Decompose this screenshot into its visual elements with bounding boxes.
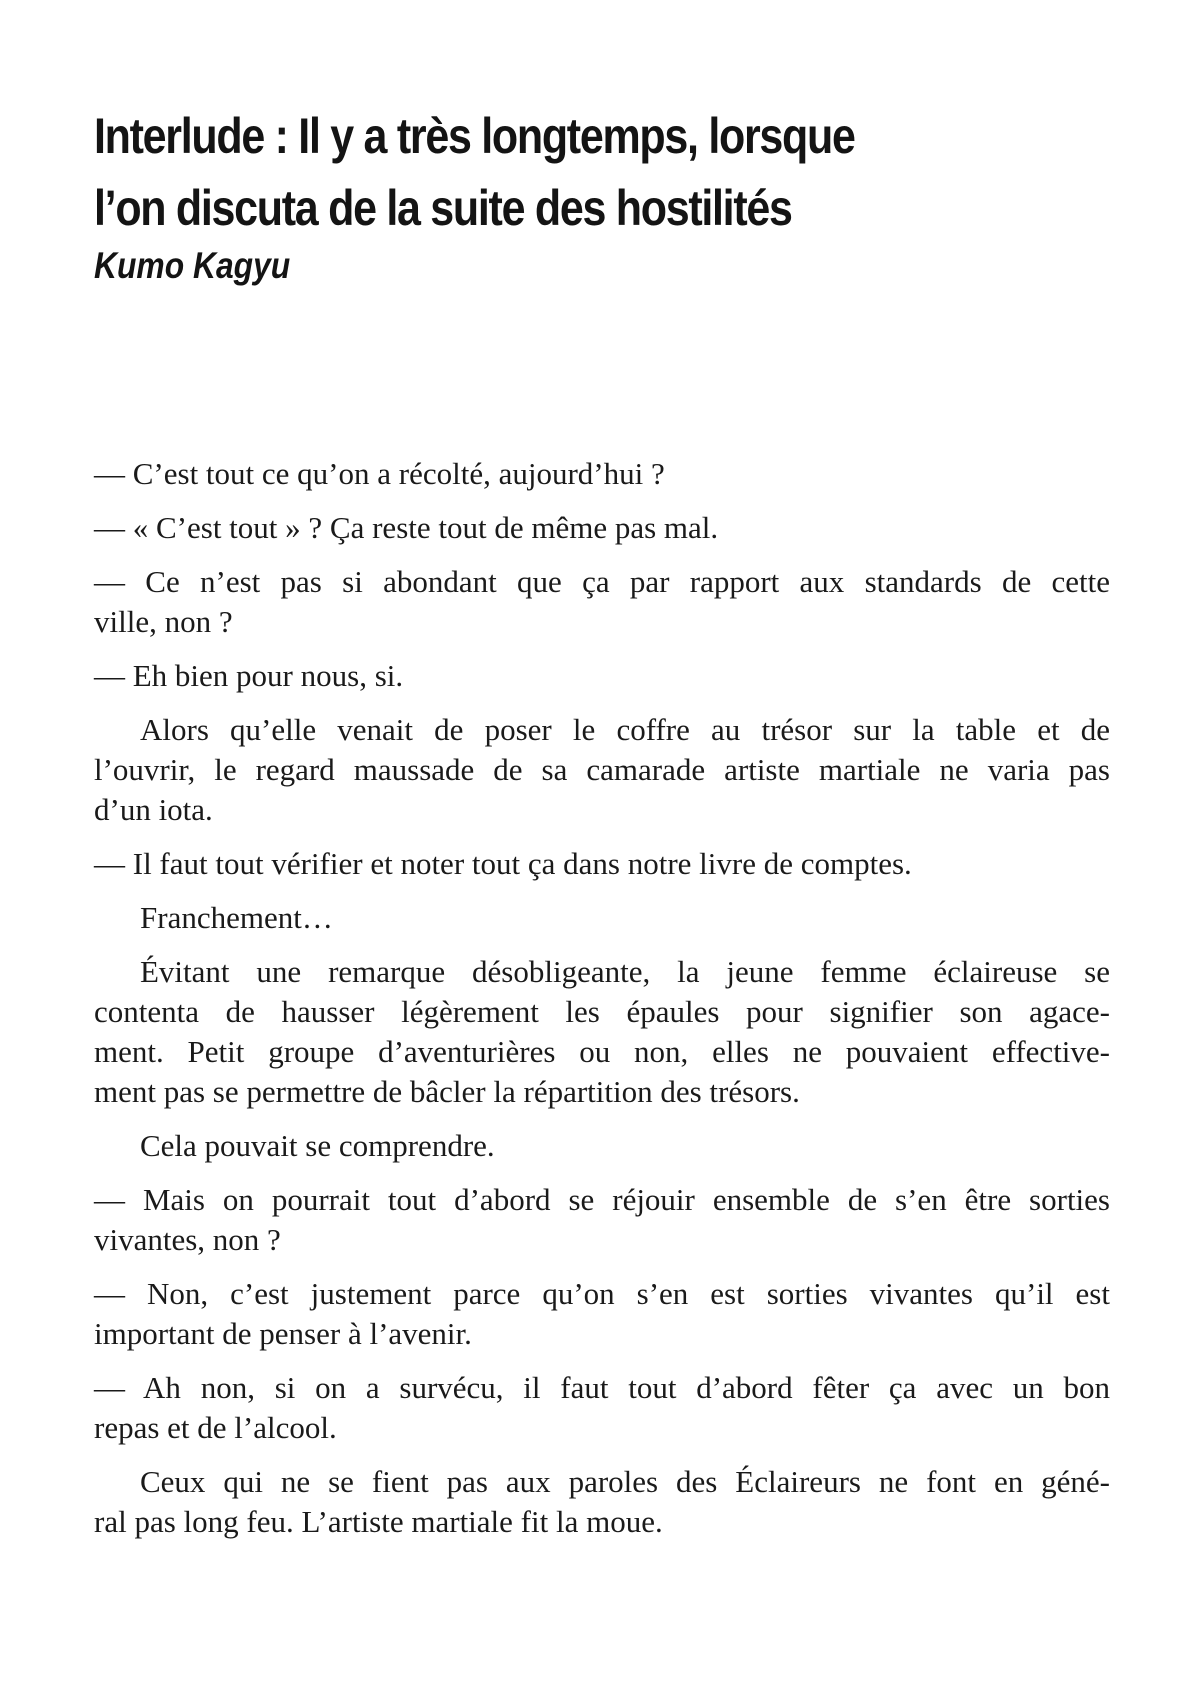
text-line: Ceux qui ne se fient pas aux paroles des Éclaireurs ne font en géné-	[140, 1464, 1110, 1499]
text-line: l’ouvrir, le regard maussade de sa camarade artiste martiale ne varia pas	[94, 752, 1110, 787]
text-line: Cela pouvait se comprendre.	[140, 1128, 495, 1163]
text-line: Franchement…	[140, 900, 333, 935]
dialogue-paragraph	[94, 454, 1110, 494]
text-line: contenta de hausser légèrement les épaules pour signifier son agace-	[94, 994, 1110, 1029]
text-line: — C’est tout ce qu’on a récolté, aujourd’hui ?	[94, 456, 665, 491]
text-line: ment pas se permettre de bâcler la répartition des trésors.	[94, 1074, 800, 1109]
narration-paragraph	[94, 1462, 1110, 1542]
text-line: repas et de l’alcool.	[94, 1410, 337, 1445]
text-line: — Non, c’est justement parce qu’on s’en est sorties vivantes qu’il est	[94, 1276, 1110, 1311]
text-line: ral pas long feu. L’artiste martiale fit la moue.	[94, 1504, 663, 1539]
dialogue-paragraph	[94, 656, 1110, 696]
dialogue-paragraph	[94, 508, 1110, 548]
text-line: ment. Petit groupe d’aventurières ou non, elles ne pouvaient effective-	[94, 1034, 1110, 1069]
text-line: — Mais on pourrait tout d’abord se réjouir ensemble de s’en être sorties	[94, 1182, 1110, 1217]
dialogue-paragraph	[94, 1274, 1110, 1354]
chapter-author: Kumo Kagyu	[94, 245, 291, 286]
text-line: — Il faut tout vérifier et noter tout ça dans notre livre de comptes.	[94, 846, 912, 881]
chapter-title-line: Interlude : Il y a très longtemps, lorsque	[94, 108, 855, 164]
text-line: — Ce n’est pas si abondant que ça par rapport aux standards de cette	[94, 564, 1110, 599]
text-line: — Ah non, si on a survécu, il faut tout d’abord fêter ça avec un bon	[94, 1370, 1110, 1405]
text-line: — Eh bien pour nous, si.	[94, 658, 404, 693]
chapter-title-line: l’on discuta de la suite des hostilités	[94, 180, 792, 236]
dialogue-paragraph	[94, 562, 1110, 642]
text-line: d’un iota.	[94, 792, 213, 827]
narration-paragraph	[94, 710, 1110, 830]
text-line: Évitant une remarque désobligeante, la jeune femme éclaireuse se	[140, 954, 1110, 989]
narration-paragraph	[94, 952, 1110, 1112]
text-line: important de penser à l’avenir.	[94, 1316, 472, 1351]
text-line: ville, non ?	[94, 604, 233, 639]
dialogue-paragraph	[94, 1180, 1110, 1260]
text-line: Alors qu’elle venait de poser le coffre au trésor sur la table et de	[140, 712, 1110, 747]
narration-paragraph	[94, 1126, 1110, 1166]
text-line: — « C’est tout » ? Ça reste tout de même pas mal.	[94, 510, 719, 545]
narration-paragraph	[94, 898, 1110, 938]
chapter-title	[94, 100, 855, 244]
chapter-body	[94, 454, 1110, 1556]
dialogue-paragraph	[94, 844, 1110, 884]
text-line: vivantes, non ?	[94, 1222, 281, 1257]
dialogue-paragraph	[94, 1368, 1110, 1448]
